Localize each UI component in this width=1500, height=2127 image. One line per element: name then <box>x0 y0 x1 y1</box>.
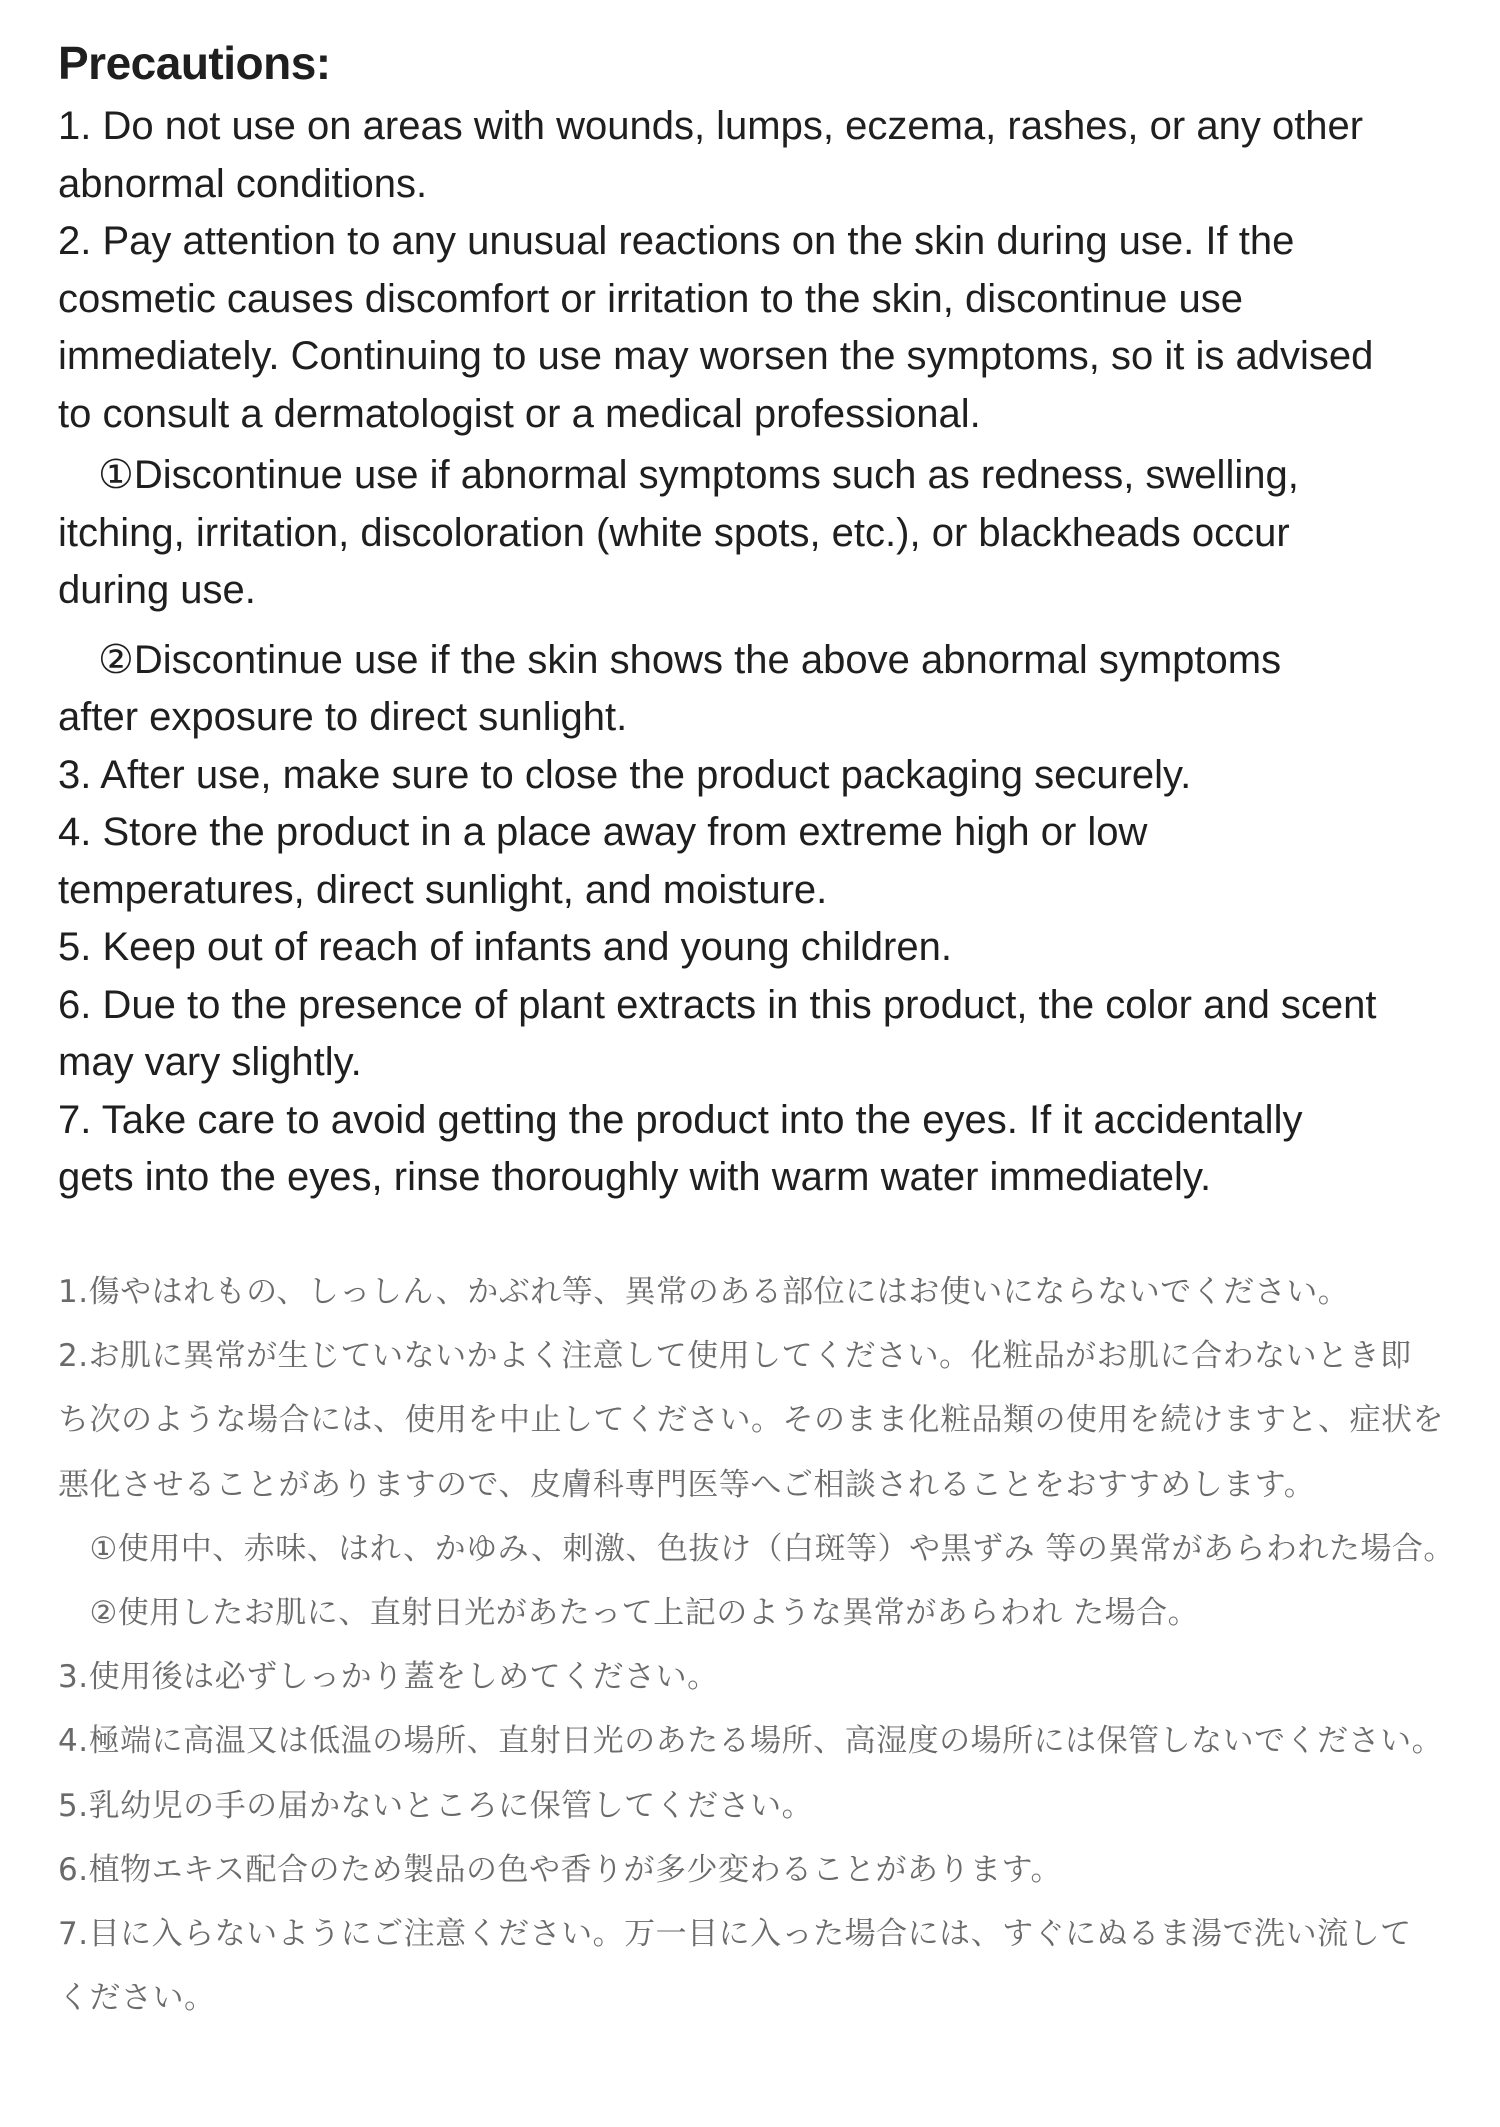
en-line-10: ②Discontinue use if the skin shows the above abnormal symptoms <box>58 637 1282 682</box>
jp-line-10: 6.植物エキス配合のため製品の色や香りが多少変わることがあります。 <box>58 1851 1062 1888</box>
jp-line-2: 2.お肌に異常が生じていないかよく注意して使用してください。化粧品がお肌に合わないとき即 <box>58 1338 1412 1375</box>
en-line-11: after exposure to direct sunlight. <box>58 695 628 739</box>
en-line-13: 4. Store the product in a place away from extreme high or low <box>58 810 1148 854</box>
en-line-2: abnormal conditions. <box>58 161 428 206</box>
jp-line-7: 3.使用後は必ずしっかり蓋をしめてください。 <box>58 1659 719 1696</box>
en-line-1: 1. Do not use on areas with wounds, lumps, eczema, rashes, or any other <box>58 104 1364 148</box>
jp-line-11: 7.目に入らないようにご注意ください。万一目に入った場合には、すぐにぬるま湯で洗い流して <box>58 1916 1412 1953</box>
jp-line-4: 悪化させることがありますので、皮膚科専門医等へご相談されることをおすすめします。 <box>58 1466 1316 1503</box>
english-precautions <box>58 28 1458 1207</box>
jp-line-5: ①使用中、赤味、はれ、かゆみ、刺激、色抜け（白斑等）や黒ずみ 等の異常があらわれた場合。 <box>58 1530 1455 1567</box>
jp-line-8: 4.極端に高温又は低温の場所、直射日光のあたる場所、高湿度の場所には保管しないでください。 <box>58 1723 1444 1760</box>
jp-line-12: ください。 <box>58 1980 216 2017</box>
en-line-16: 6. Due to the presence of plant extracts in this product, the color and scent <box>58 982 1377 1027</box>
en-line-4: cosmetic causes discomfort or irritation to the skin, discontinue use <box>58 276 1243 321</box>
en-line-9: during use. <box>58 568 256 612</box>
en-line-15: 5. Keep out of reach of infants and young children. <box>58 925 952 969</box>
page-title: Precautions: <box>58 37 331 89</box>
en-line-7: ①Discontinue use if abnormal symptoms such as redness, swelling, <box>58 453 1299 497</box>
en-line-17: may vary slightly. <box>58 1040 362 1084</box>
en-line-19: gets into the eyes, rinse thoroughly with warm water immediately. <box>58 1155 1212 1199</box>
en-line-3: 2. Pay attention to any unusual reactions on the skin during use. If the <box>58 219 1295 263</box>
en-line-12: 3. After use, make sure to close the product packaging securely. <box>58 752 1192 797</box>
en-line-18: 7. Take care to avoid getting the product into the eyes. If it accidentally <box>58 1097 1303 1142</box>
en-line-5: immediately. Continuing to use may worsen the symptoms, so it is advised <box>58 334 1374 378</box>
japanese-precautions <box>58 1260 1458 2030</box>
jp-line-9: 5.乳幼児の手の届かないところに保管してください。 <box>58 1787 814 1824</box>
en-line-8: itching, irritation, discoloration (white spots, etc.), or blackheads occur <box>58 510 1290 555</box>
jp-line-6: ②使用したお肌に、直射日光があたって上記のような異常があらわれ た場合。 <box>58 1595 1200 1632</box>
jp-line-1: 1.傷やはれもの、しっしん、かぶれ等、異常のある部位にはお使いにならないでください。 <box>58 1274 1350 1310</box>
en-line-14: temperatures, direct sunlight, and moisture. <box>58 867 828 912</box>
en-line-6: to consult a dermatologist or a medical professional. <box>58 391 981 436</box>
jp-line-3: ち次のような場合には、使用を中止してください。そのまま化粧品類の使用を続けますと、症状を <box>58 1402 1444 1439</box>
